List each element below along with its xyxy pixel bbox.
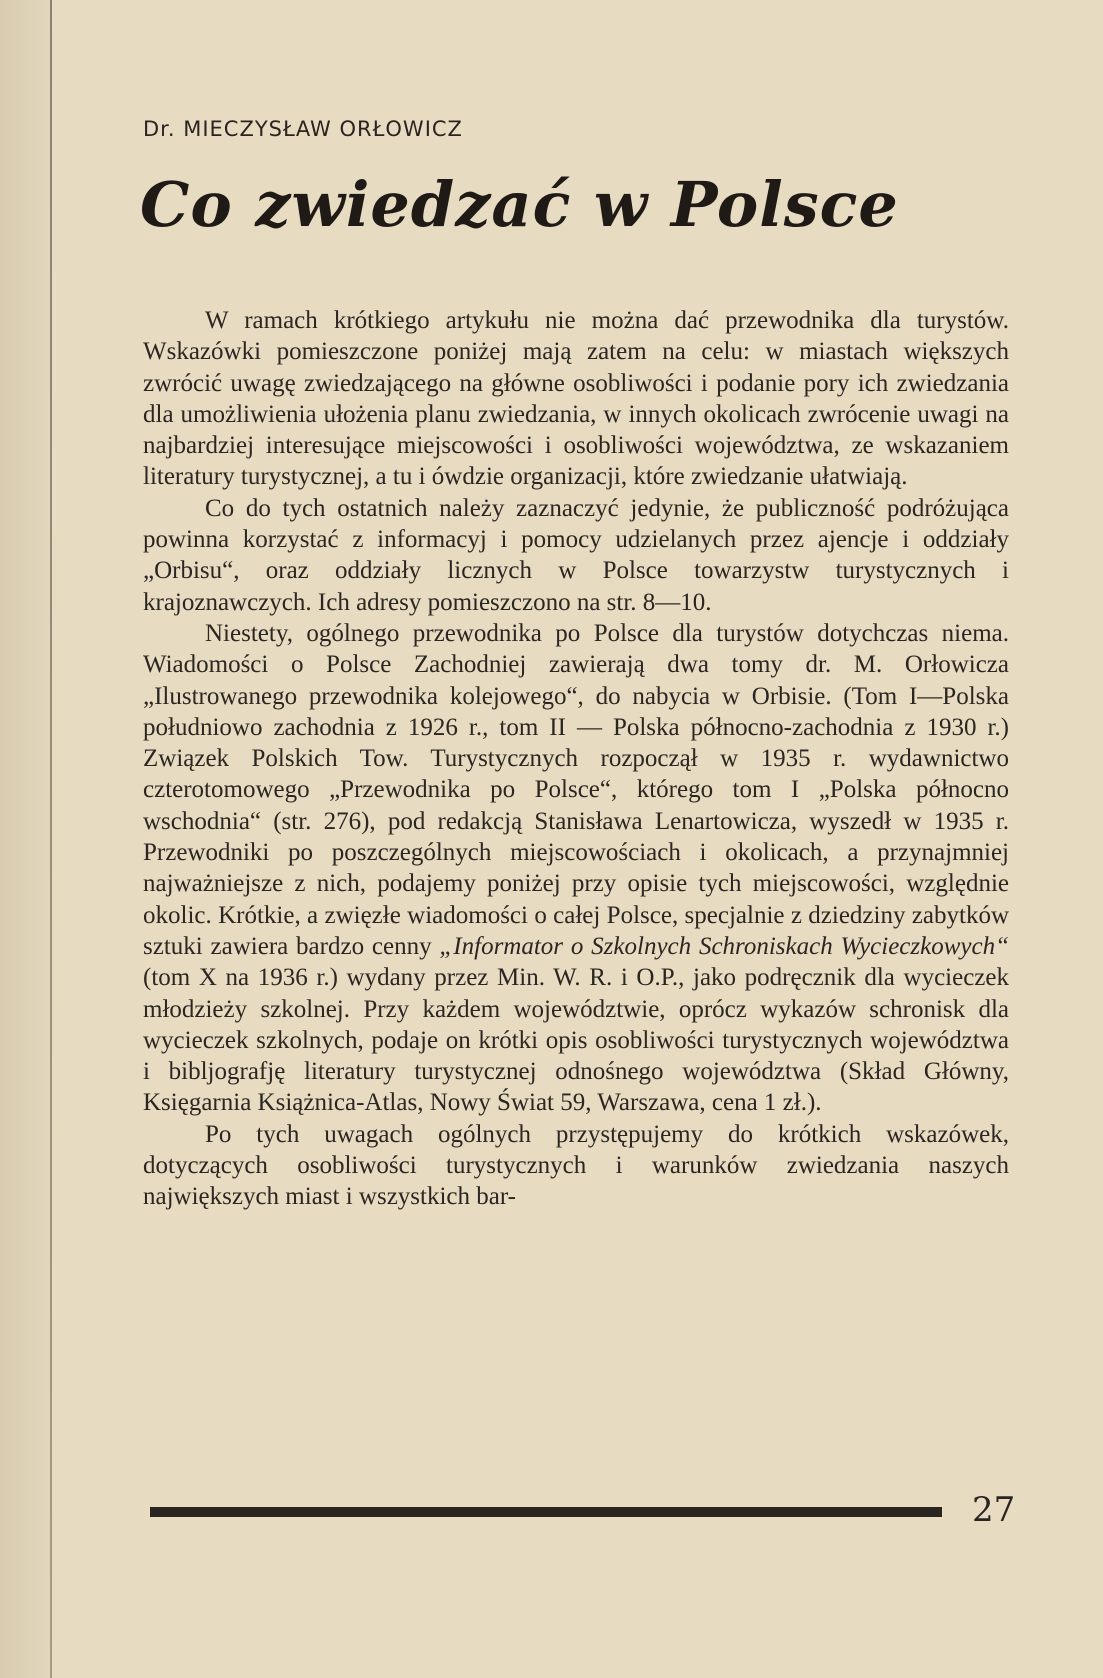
paragraph-conclusion: Po tych uwagach ogólnych przystępujemy do krótkich wskazówek, dotyczących osobliwości turystycznych i warunków zwiedzania naszych największych miast i wszystkich bar- (143, 1120, 1009, 1211)
page-shadow (0, 0, 50, 1678)
paragraph-intro: W ramach krótkiego artykułu nie można dać przewodnika dla turystów. Wskazówki pomieszczone poniżej mają zatem na celu: w miastach większych zwrócić uwagę zwiedzającego na główne osobliwości i podanie pory ich zwiedzania dla umożliwienia ułożenia planu zwiedzania, w innych okolicach zwrócenie uwagi na najbardziej interesujące miejscowości i osobliwości województwa, ze wskazaniem literatury turystycznej, a tu i ówdzie organizacji, które zwiedzanie ułatwiają. (143, 307, 1009, 491)
article-title: Co zwiedzać w Polsce (140, 168, 899, 241)
article-body (143, 305, 1009, 1213)
paragraph-guidebooks (143, 618, 1009, 1119)
paragraph-guidebooks-text: Niestety, ogólnego przewodnika po Polsce dla turystów dotychczas niema. Wiadomości o Polsce Zachodniej zawierają dwa tomy dr. M. Orłowicza „Ilustrowanego przewodnika kolejowego“, do nabycia w Orbisie. (Tom I—Polska południowo zachodnia z 1926 r., tom II — Polska północno-zachodnia z 1930 r.) Związek Polskich Tow. Turystycznych rozpoczął w 1935 r. wydawnictwo czterotomowego „Przewodnika po Polsce“, którego tom I „Polska północno wschodnia“ (str. 276), pod redakcją Stanisława Lenartowicza, wyszedł w 1935 r. Przewodniki po poszczególnych miejscowościach i okolicach, a przynajmniej najważniejsze z nich, podajemy poniżej przy opisie tych miejscowości, względnie okolic. Krótkie, a zwięzłe wiadomości o całej Polsce, specjalnie z dziedziny zabytków sztuki zawiera bardzo cenny (143, 619, 1009, 960)
page-edge (50, 0, 52, 1678)
page-number: 27 (972, 1490, 1016, 1530)
paragraph-organizations: Co do tych ostatnich należy zaznaczyć jedynie, że publiczność podróżująca powinna korzystać z informacyj i pomocy udzielanych przez ajencje i oddziały „Orbisu“, oraz oddziały licznych w Polsce towarzystw turystycznych i krajoznawczych. Ich adresy pomieszczono na str. 8—10. (143, 494, 1009, 616)
informator-title: „Informator o Szkolnych Schroniskach Wycieczkowych“ (439, 932, 1009, 960)
author-name: Dr. MIECZYSŁAW ORŁOWICZ (143, 117, 463, 141)
footer-rule (150, 1507, 942, 1517)
paragraph-guidebooks-text-end: (tom X na 1936 r.) wydany przez Min. W. R. i O.P., jako podręcznik dla wycieczek młodzieży szkolnej. Przy każdem województwie, oprócz wykazów schronisk dla wycieczek szkolnych, podaje on krótki opis osobliwości turystycznych województwa i bibljografję literatury turystycznej odnośnego województwa (Skład Główny, Księgarnia Książnica-Atlas, Nowy Świat 59, Warszawa, cena 1 zł.). (143, 964, 1009, 1117)
